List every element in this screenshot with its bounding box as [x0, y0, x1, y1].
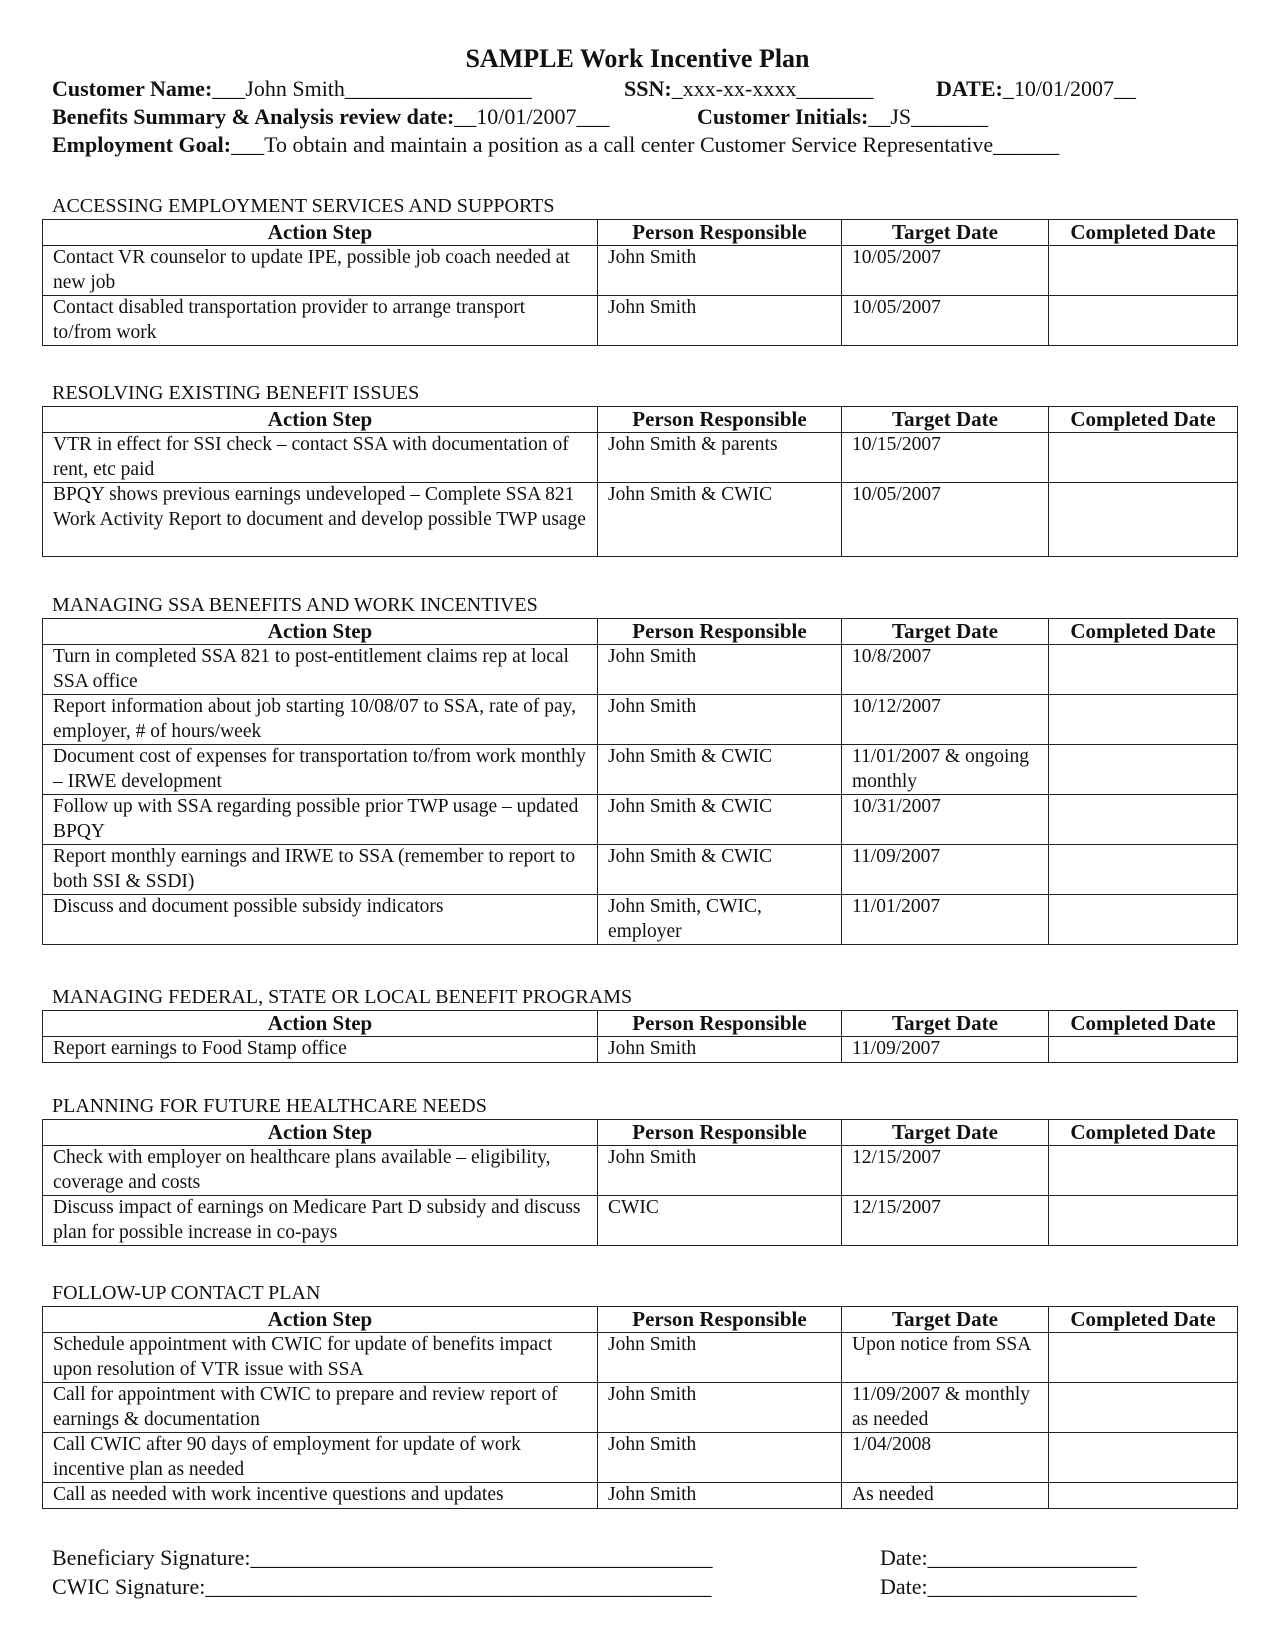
action-table	[42, 1010, 1238, 1063]
person-cell: John Smith	[598, 1333, 842, 1383]
col-header-target: Target Date	[842, 1120, 1049, 1146]
table-row	[43, 296, 1238, 346]
completed-cell[interactable]	[1049, 296, 1238, 346]
col-header-completed: Completed Date	[1049, 1011, 1238, 1037]
person-cell: John Smith	[598, 246, 842, 296]
person-cell: John Smith	[598, 645, 842, 695]
person-cell: John Smith & parents	[598, 433, 842, 483]
completed-cell[interactable]	[1049, 1333, 1238, 1383]
target-cell: 10/15/2007	[842, 433, 1049, 483]
table-row	[43, 1333, 1238, 1383]
table-row	[43, 745, 1238, 795]
table-header-row	[43, 1011, 1238, 1037]
completed-cell[interactable]	[1049, 1433, 1238, 1483]
action-cell: Follow up with SSA regarding possible prior TWP usage – updated BPQY	[43, 795, 598, 845]
beneficiary-signature-line[interactable]: Beneficiary Signature:__________________________________________	[52, 1545, 713, 1570]
action-cell: BPQY shows previous earnings undeveloped – Complete SSA 821 Work Activity Report to document and develop possible TWP usage	[43, 483, 598, 557]
table-row	[43, 795, 1238, 845]
table-row	[43, 1383, 1238, 1433]
header-row-1	[52, 76, 532, 102]
col-header-action: Action Step	[43, 1120, 598, 1146]
section-title: FOLLOW-UP CONTACT PLAN	[52, 1282, 321, 1304]
target-cell: 12/15/2007	[842, 1146, 1049, 1196]
target-cell: 11/09/2007	[842, 845, 1049, 895]
table-row	[43, 433, 1238, 483]
date-field	[936, 76, 1136, 102]
section-accessing-employment	[42, 193, 1237, 346]
completed-cell[interactable]	[1049, 745, 1238, 795]
target-cell: Upon notice from SSA	[842, 1333, 1049, 1383]
table-row	[43, 1037, 1238, 1063]
date-value: _10/01/2007__	[1002, 76, 1137, 101]
employment-goal-label: Employment Goal:	[52, 132, 232, 157]
action-cell: Discuss impact of earnings on Medicare Part D subsidy and discuss plan for possible increase in co-pays	[43, 1196, 598, 1246]
target-cell: As needed	[842, 1483, 1049, 1509]
cwic-date-line[interactable]: Date:___________________	[880, 1574, 1137, 1599]
target-cell: 10/05/2007	[842, 483, 1049, 557]
target-cell: 10/8/2007	[842, 645, 1049, 695]
person-cell: John Smith & CWIC	[598, 483, 842, 557]
target-cell: 1/04/2008	[842, 1433, 1049, 1483]
action-cell: Turn in completed SSA 821 to post-entitlement claims rep at local SSA office	[43, 645, 598, 695]
section-follow-up-contact	[42, 1280, 1237, 1509]
col-header-completed: Completed Date	[1049, 220, 1238, 246]
section-planning-healthcare	[42, 1093, 1237, 1246]
table-row	[43, 895, 1238, 945]
col-header-person: Person Responsible	[598, 1307, 842, 1333]
col-header-person: Person Responsible	[598, 220, 842, 246]
completed-cell[interactable]	[1049, 1146, 1238, 1196]
target-cell: 12/15/2007	[842, 1196, 1049, 1246]
table-row	[43, 246, 1238, 296]
target-cell: 10/31/2007	[842, 795, 1049, 845]
action-cell: Report monthly earnings and IRWE to SSA (remember to report to both SSI & SSDI)	[43, 845, 598, 895]
ssn-label: SSN:	[624, 76, 672, 101]
section-title: MANAGING SSA BENEFITS AND WORK INCENTIVES	[52, 594, 538, 616]
table-header-row	[43, 1307, 1238, 1333]
completed-cell[interactable]	[1049, 246, 1238, 296]
table-row	[43, 1483, 1238, 1509]
table-header-row	[43, 220, 1238, 246]
person-cell: John Smith & CWIC	[598, 845, 842, 895]
col-header-completed: Completed Date	[1049, 1307, 1238, 1333]
action-cell: Discuss and document possible subsidy indicators	[43, 895, 598, 945]
target-cell: 11/01/2007 & ongoing monthly	[842, 745, 1049, 795]
page-title: SAMPLE Work Incentive Plan	[465, 44, 810, 73]
col-header-action: Action Step	[43, 1011, 598, 1037]
section-title: RESOLVING EXISTING BENEFIT ISSUES	[52, 382, 420, 404]
action-cell: Report information about job starting 10/08/07 to SSA, rate of pay, employer, # of hours/week	[43, 695, 598, 745]
person-cell: CWIC	[598, 1196, 842, 1246]
initials-value: __JS_______	[868, 104, 989, 129]
person-cell: John Smith	[598, 1037, 842, 1063]
action-table	[42, 406, 1238, 557]
section-title: MANAGING FEDERAL, STATE OR LOCAL BENEFIT PROGRAMS	[52, 986, 633, 1008]
col-header-target: Target Date	[842, 1011, 1049, 1037]
table-row	[43, 845, 1238, 895]
action-table	[42, 618, 1238, 945]
completed-cell[interactable]	[1049, 483, 1238, 557]
customer-name-label: Customer Name:	[52, 76, 213, 101]
col-header-action: Action Step	[43, 407, 598, 433]
customer-name-value: ___John Smith_________________	[212, 76, 532, 101]
target-cell: 10/05/2007	[842, 296, 1049, 346]
completed-cell[interactable]	[1049, 895, 1238, 945]
ssn-value: _xxx-xx-xxxx_______	[671, 76, 874, 101]
section-managing-ssa-benefits	[42, 592, 1237, 945]
target-cell: 11/01/2007	[842, 895, 1049, 945]
section-title: ACCESSING EMPLOYMENT SERVICES AND SUPPORTS	[52, 195, 555, 217]
table-row	[43, 695, 1238, 745]
col-header-target: Target Date	[842, 220, 1049, 246]
review-date-value: __10/01/2007___	[454, 104, 610, 129]
review-field	[52, 104, 610, 130]
table-row	[43, 1433, 1238, 1483]
completed-cell[interactable]	[1049, 1196, 1238, 1246]
completed-cell[interactable]	[1049, 695, 1238, 745]
completed-cell[interactable]	[1049, 795, 1238, 845]
action-cell: VTR in effect for SSI check – contact SSA with documentation of rent, etc paid	[43, 433, 598, 483]
target-cell: 11/09/2007	[842, 1037, 1049, 1063]
col-header-person: Person Responsible	[598, 619, 842, 645]
action-cell: Document cost of expenses for transportation to/from work monthly – IRWE development	[43, 745, 598, 795]
col-header-completed: Completed Date	[1049, 619, 1238, 645]
person-cell: John Smith & CWIC	[598, 795, 842, 845]
action-cell: Report earnings to Food Stamp office	[43, 1037, 598, 1063]
ssn-field	[624, 76, 873, 102]
initials-label: Customer Initials:	[697, 104, 869, 129]
col-header-person: Person Responsible	[598, 1011, 842, 1037]
completed-cell[interactable]	[1049, 433, 1238, 483]
action-cell: Contact VR counselor to update IPE, possible job coach needed at new job	[43, 246, 598, 296]
table-row	[43, 645, 1238, 695]
col-header-target: Target Date	[842, 619, 1049, 645]
person-cell: John Smith	[598, 296, 842, 346]
col-header-target: Target Date	[842, 407, 1049, 433]
completed-cell[interactable]	[1049, 1483, 1238, 1509]
col-header-target: Target Date	[842, 1307, 1049, 1333]
col-header-action: Action Step	[43, 220, 598, 246]
person-cell: John Smith & CWIC	[598, 745, 842, 795]
initials-field	[697, 104, 988, 130]
completed-cell[interactable]	[1049, 1383, 1238, 1433]
table-header-row	[43, 1120, 1238, 1146]
action-table	[42, 219, 1238, 346]
date-label: DATE:	[936, 76, 1003, 101]
action-table	[42, 1306, 1238, 1509]
action-cell: Call CWIC after 90 days of employment for update of work incentive plan as needed	[43, 1433, 598, 1483]
col-header-completed: Completed Date	[1049, 1120, 1238, 1146]
completed-cell[interactable]	[1049, 645, 1238, 695]
table-row	[43, 483, 1238, 557]
action-cell: Check with employer on healthcare plans available – eligibility, coverage and costs	[43, 1146, 598, 1196]
section-managing-federal-state-local	[42, 984, 1237, 1063]
col-header-person: Person Responsible	[598, 1120, 842, 1146]
person-cell: John Smith	[598, 1383, 842, 1433]
table-row	[43, 1196, 1238, 1246]
person-cell: John Smith	[598, 1483, 842, 1509]
section-title: PLANNING FOR FUTURE HEALTHCARE NEEDS	[52, 1095, 487, 1117]
person-cell: John Smith, CWIC, employer	[598, 895, 842, 945]
person-cell: John Smith	[598, 1433, 842, 1483]
goal-field	[52, 132, 1059, 158]
action-cell: Schedule appointment with CWIC for update of benefits impact upon resolution of VTR issue with SSA	[43, 1333, 598, 1383]
action-cell: Call for appointment with CWIC to prepare and review report of earnings & documentation	[43, 1383, 598, 1433]
completed-cell[interactable]	[1049, 1037, 1238, 1063]
table-row	[43, 1146, 1238, 1196]
col-header-action: Action Step	[43, 1307, 598, 1333]
target-cell: 11/09/2007 & monthly as needed	[842, 1383, 1049, 1433]
col-header-person: Person Responsible	[598, 407, 842, 433]
review-date-label: Benefits Summary & Analysis review date:	[52, 104, 455, 129]
person-cell: John Smith	[598, 1146, 842, 1196]
table-header-row	[43, 619, 1238, 645]
employment-goal-value: ___To obtain and maintain a position as a call center Customer Service Representative______	[231, 132, 1060, 157]
target-cell: 10/05/2007	[842, 246, 1049, 296]
beneficiary-date-line[interactable]: Date:___________________	[880, 1545, 1137, 1570]
section-resolving-benefit-issues	[42, 380, 1237, 557]
table-header-row	[43, 407, 1238, 433]
cwic-signature-line[interactable]: CWIC Signature:______________________________________________	[52, 1574, 712, 1599]
person-cell: John Smith	[598, 695, 842, 745]
action-table	[42, 1119, 1238, 1246]
action-cell: Call as needed with work incentive questions and updates	[43, 1483, 598, 1509]
col-header-action: Action Step	[43, 619, 598, 645]
col-header-completed: Completed Date	[1049, 407, 1238, 433]
target-cell: 10/12/2007	[842, 695, 1049, 745]
action-cell: Contact disabled transportation provider to arrange transport to/from work	[43, 296, 598, 346]
completed-cell[interactable]	[1049, 845, 1238, 895]
